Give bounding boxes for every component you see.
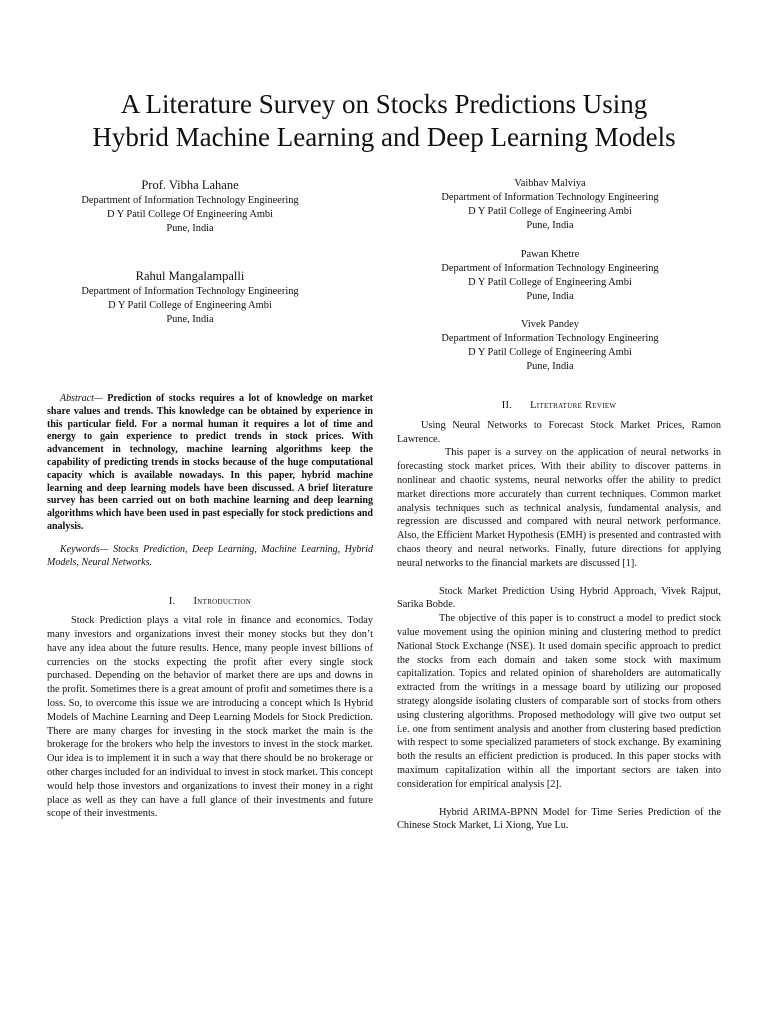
abstract-text: Prediction of stocks requires a lot of knowledge on market share values and trends. This knowledge can be obtained by experience in this particular field. For a normal human it requires a lot of time and energy to gain experience to predict trends in stock prices. With advancement in technology, machine learning algorithms keep the capability of predicting trends in stocks because of the huge computational capacity which is available nowadays. In this paper, hybrid machine learning and deep learning models have been discussed. A brief literature survey has been carried out on both machine learning and deep learning algorithms which have been used in past especially for stock predictions and analysis. (47, 393, 373, 532)
abstract (47, 393, 373, 534)
author-city: Pune, India (526, 291, 574, 302)
author-name: Prof. Vibha Lahane (141, 178, 239, 192)
paper-title (20, 88, 748, 154)
section-number: I. (168, 596, 176, 608)
author-name: Vivek Pandey (521, 319, 579, 330)
author-city: Pune, India (166, 314, 214, 325)
author-college: D Y Patil College of Engineering Ambi (468, 206, 632, 217)
author-block (40, 267, 340, 327)
review-entry-reference: Using Neural Networks to Forecast Stock Market Prices, Ramon Lawrence. (397, 419, 721, 445)
author-name: Rahul Mangalampalli (135, 269, 245, 283)
paper-title-line-1: A Literature Survey on Stocks Predictions Using (120, 89, 648, 119)
review-entry-body: This paper is a survey on the application of neural networks in forecasting stock market prices. With their ability to discover patterns in nonlinear and chaotic systems, neural networks offer the ability to predict market directions more accurately than current techniques. Common market analysis techniques such as technical analysis, fundamental analysis, and regression are discussed and compared with neural network performance. Also, the Efficient Market Hypothesis (EMH) is presented and contrasted with chaos theory and neural networks. Finally, future directions for applying neural networks to the financial markets are discussed [1]. (397, 447, 721, 569)
review-entry-reference: Stock Market Prediction Using Hybrid Approach, Vivek Rajput, Sarika Bobde. (397, 585, 721, 611)
author-name: Vaibhav Malviya (514, 178, 586, 189)
author-block (400, 318, 700, 374)
author-department: Department of Information Technology Engineering (441, 192, 659, 203)
section-number: II. (501, 400, 513, 411)
section-heading-introduction (47, 595, 373, 609)
author-college: D Y Patil College Of Engineering Ambi (106, 209, 274, 220)
abstract-lead: Abstract— (60, 393, 103, 404)
author-department: Department of Information Technology Engineering (441, 263, 659, 274)
author-name: Pawan Khetre (520, 249, 580, 260)
author-city: Pune, India (166, 223, 214, 234)
author-city: Pune, India (526, 220, 574, 231)
author-block (400, 248, 700, 304)
section-title: Litetrature Review (530, 400, 617, 411)
author-college: D Y Patil College of Engineering Ambi (108, 300, 272, 311)
paper-title-line-2: Hybrid Machine Learning and Deep Learning Models (92, 122, 676, 152)
author-department: Department of Information Technology Engineering (441, 333, 659, 344)
review-entry-body: The objective of this paper is to construct a model to predict stock value movement using the opinion mining and clustering method to predict National Stock Exchange (NSE). It used domain specific approach to predict the stocks from each domain and taken some stock with maximum capitalization. Topics and related opinion of shareholders are automatically extracted from the writings in a message board by utilizing our proposed strategy alongside isolating clusters of comparable sort of stocks from others using clustering algorithms. Proposed methodology will give two output set i.e. one from sentiment analysis and another from clustering based prediction with respect to some specialized parameters of stock exchange. By examining both the results an efficient prediction is produced. In this paper stocks with maximum capitalization within all the important sectors are taken into consideration for empirical analysis [2]. (397, 613, 721, 790)
section-heading-literature-review (397, 399, 721, 413)
author-department: Department of Information Technology Engineering (81, 286, 299, 297)
review-entry-reference: Hybrid ARIMA-BPNN Model for Time Series Prediction of the Chinese Stock Market, Li Xiong, Yue Lu. (397, 806, 721, 832)
right-column (397, 399, 721, 833)
author-block (40, 176, 340, 236)
author-department: Department of Information Technology Engineering (81, 195, 299, 206)
section-title: Introduction (193, 596, 252, 608)
author-college: D Y Patil College of Engineering Ambi (468, 277, 632, 288)
author-block (400, 177, 700, 233)
keywords: Keywords— Stocks Prediction, Deep Learning, Machine Learning, Hybrid Models, Neural Networks. (47, 543, 373, 568)
author-city: Pune, India (526, 361, 574, 372)
left-column (47, 393, 373, 821)
introduction-paragraph: Stock Prediction plays a vital role in finance and economics. Today many investors and organizations invest their money stocks but they don’t have any idea about the future results. Hence, many people invest billions of currencies on the stocks expecting the profit after every single stock purchased. Depending on the behavior of market there are ups and downs in the profit. Sometimes there is a great amount of profit and sometimes there is a loss. So, to overcome this issue we are introducing a concept which Is Hybrid Models of Machine Learning and Deep Learning Models for Stock Prediction. There are many charges for investing in the stock market the main is the brokerage for the brokers who help the investors to invest in the stock market. Our idea is to implement it in such a way that there should be no brokerage or other charges included for an individual to invest in stock market. This concept would help those investors and organizations to invest their money in a right place as well as they can have a full glance of their investments and future scope of their investments. (47, 615, 373, 820)
author-college: D Y Patil College of Engineering Ambi (468, 347, 632, 358)
